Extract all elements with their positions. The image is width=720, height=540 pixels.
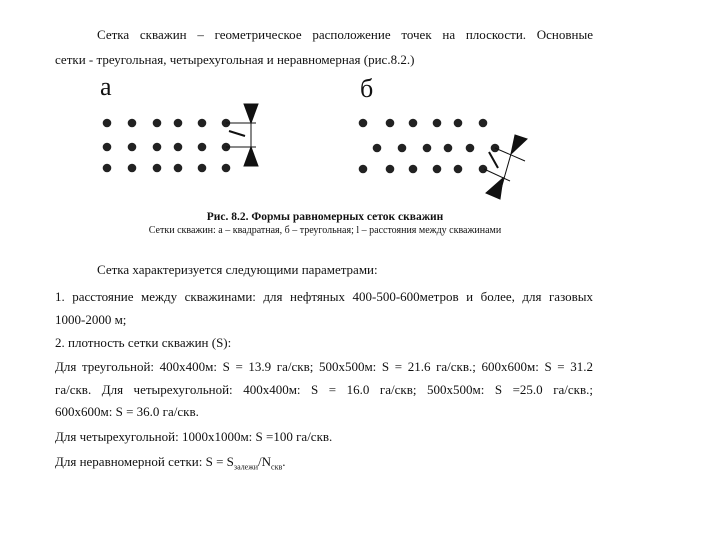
- well-dot: [359, 119, 368, 128]
- well-dot: [128, 164, 137, 173]
- formula-sub-deposit: залежи: [233, 462, 259, 472]
- formula-prefix: Для неравномерной сетки: S = S: [55, 454, 234, 469]
- well-dot: [479, 119, 488, 128]
- well-dot: [174, 119, 183, 128]
- square-grid: [103, 119, 231, 173]
- intro-line-1: Сетка скважин – геометрическое расположение точек на плоскости. Основные: [97, 27, 593, 42]
- param-1-line-1: 1. расстояние между скважинами: для нефтяных 400-500-600метров и более, для газовых: [55, 289, 593, 304]
- well-dot: [128, 143, 137, 152]
- well-dot: [433, 119, 442, 128]
- well-dot: [198, 164, 207, 173]
- well-dot: [444, 144, 453, 153]
- figure-caption-text: Сетки скважин: а – квадратная, б – треугольная; l – расстояния между скважинами: [148, 225, 502, 236]
- well-dot: [398, 144, 407, 153]
- well-dot: [174, 143, 183, 152]
- param-2: 2. плотность сетки скважин (S):: [55, 335, 232, 350]
- well-dot: [153, 119, 162, 128]
- triangular-line-2: га/скв. Для четырехугольной: 400х400м: S = 16.0 га/скв; 500х500м: S =25.0 га/скв.;: [55, 382, 593, 397]
- well-dot: [103, 164, 112, 173]
- figure-label-b: б: [360, 74, 374, 103]
- well-dot: [174, 164, 183, 173]
- well-dot: [454, 119, 463, 128]
- figure-caption-title: Рис. 8.2. Формы равномерных сеток скважин: [206, 211, 444, 223]
- well-dot: [454, 165, 463, 174]
- well-dot: [433, 165, 442, 174]
- well-dot: [153, 164, 162, 173]
- formula-mid: /N: [258, 454, 272, 469]
- distance-marker-b: [484, 135, 527, 199]
- well-dot: [409, 165, 418, 174]
- triangular-line-1: Для треугольной: 400х400м: S = 13.9 га/скв; 500х500м: S = 21.6 га/скв.; 600х600м: S = 31.2: [55, 359, 593, 374]
- well-dot: [423, 144, 432, 153]
- param-1-line-2: 1000-2000 м;: [55, 312, 127, 327]
- well-dot: [386, 119, 395, 128]
- well-dot: [373, 144, 382, 153]
- well-dot: [198, 143, 207, 152]
- well-dot: [222, 164, 231, 173]
- intro-line-2: сетки - треугольная, четырехугольная и неравномерная (рис.8.2.): [55, 52, 415, 67]
- well-dot: [103, 143, 112, 152]
- well-dot: [409, 119, 418, 128]
- well-dot: [128, 119, 137, 128]
- well-dot: [153, 143, 162, 152]
- well-dot: [386, 165, 395, 174]
- params-heading: Сетка характеризуется следующими параметрами:: [97, 262, 378, 277]
- distance-marker-a: [226, 104, 258, 166]
- formula-sub-wells: скв: [271, 462, 283, 472]
- triangular-grid: [359, 119, 500, 174]
- well-dot: [466, 144, 475, 153]
- triangular-line-3: 600х600м: S = 36.0 га/скв.: [55, 404, 199, 419]
- well-dot: [103, 119, 112, 128]
- formula-end: .: [282, 454, 286, 469]
- quadrilateral-line: Для четырехугольной: 1000х1000м: S =100 га/скв.: [55, 429, 333, 444]
- well-dot: [359, 165, 368, 174]
- well-dot: [198, 119, 207, 128]
- uneven-grid-formula: [55, 454, 286, 476]
- figure-label-a: а: [100, 72, 112, 101]
- well-dot: [479, 165, 488, 174]
- well-grid-figure: [0, 0, 720, 210]
